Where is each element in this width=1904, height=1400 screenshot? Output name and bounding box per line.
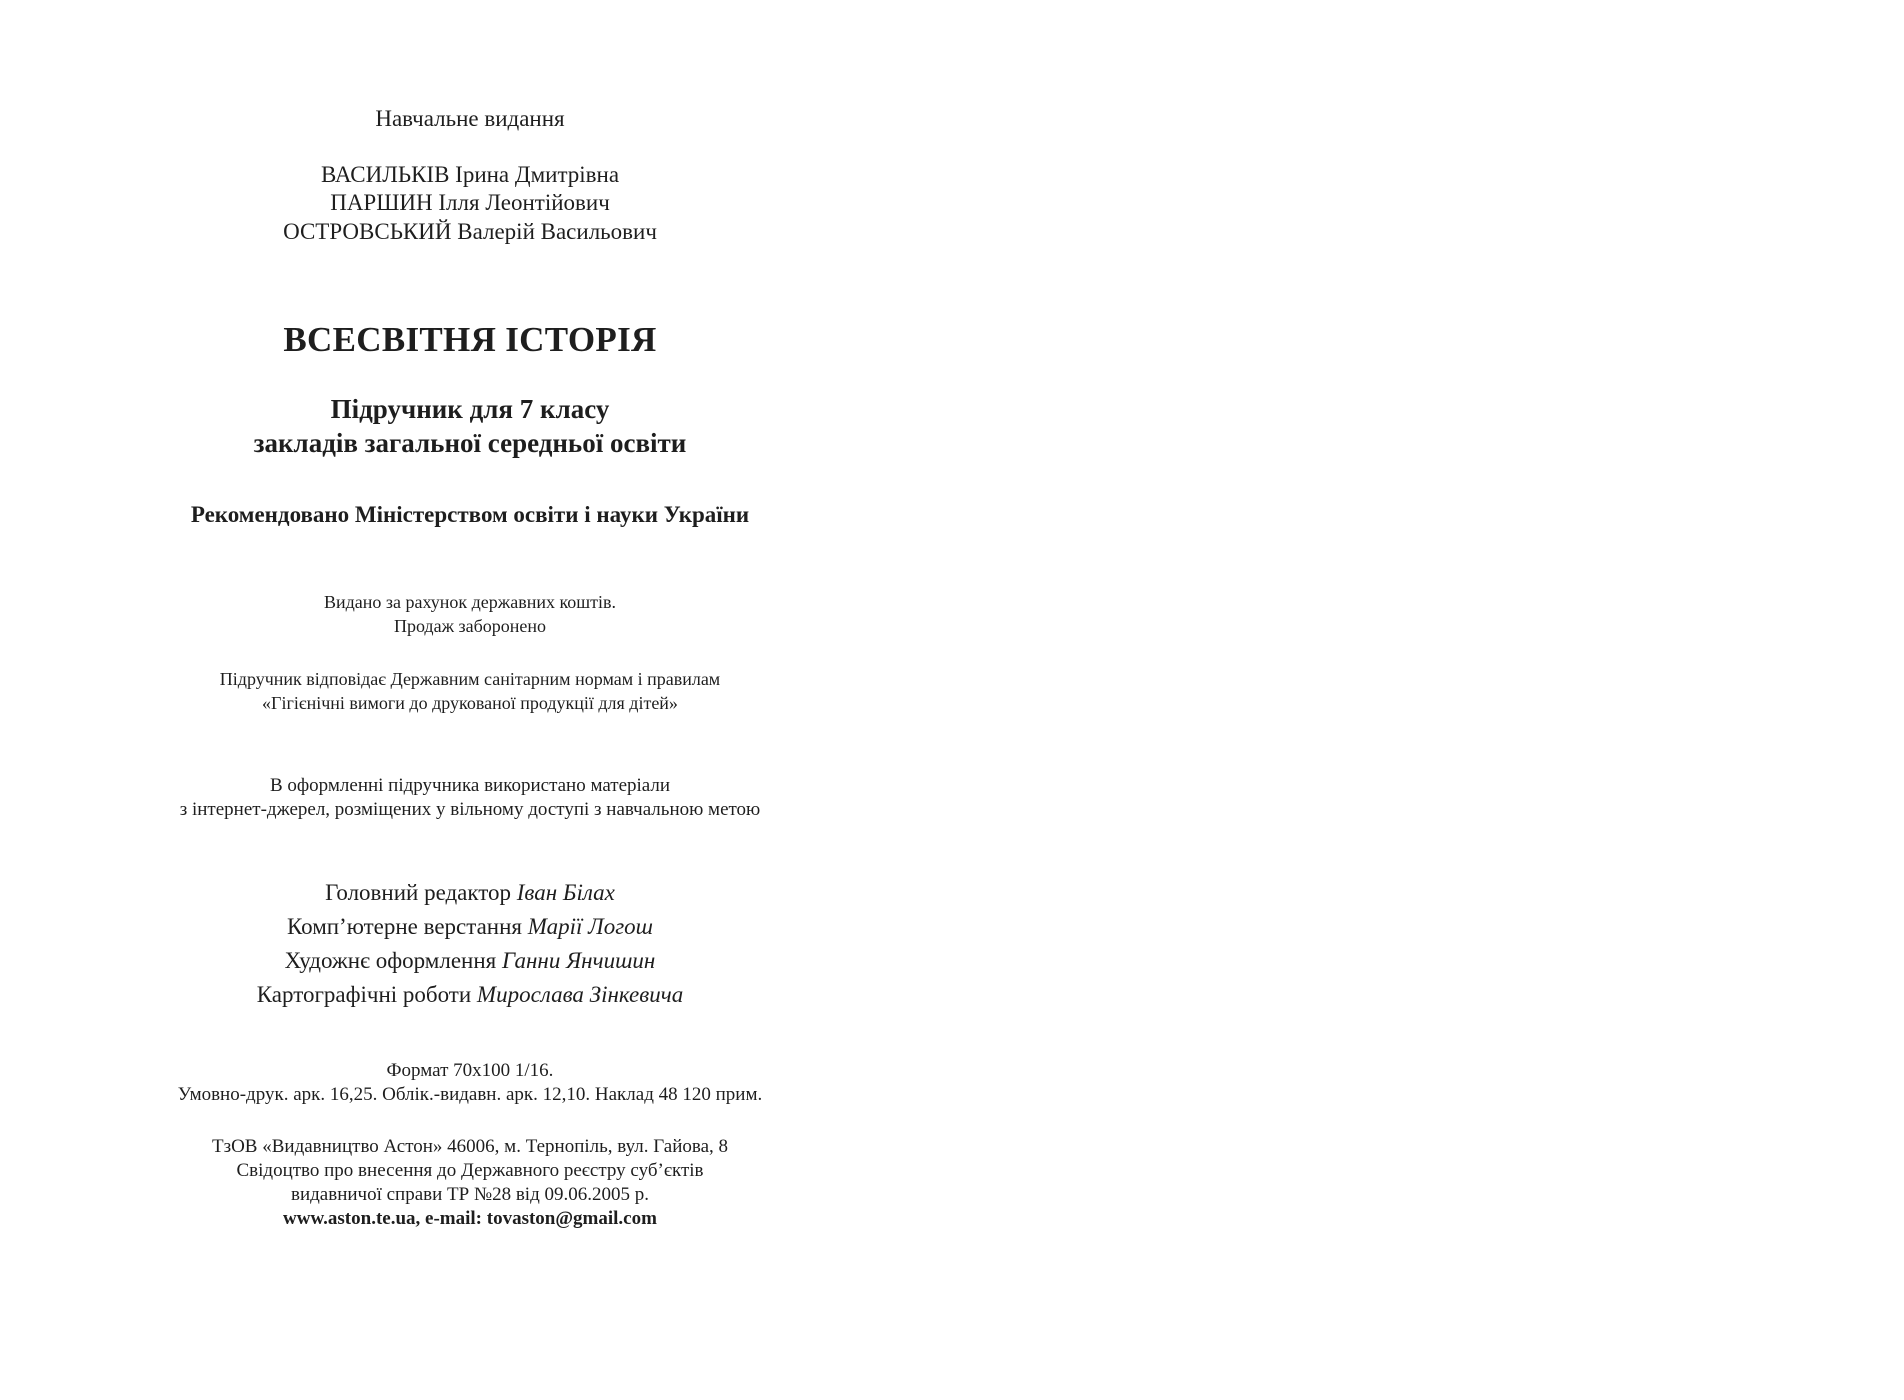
- materials-line-1: В оформленні підручника використано матеріали: [269, 775, 671, 796]
- funding-line-1: Видано за рахунок державних коштів.: [323, 592, 617, 612]
- print-sheets: Умовно-друк. арк. 16,25. Облік.-видавн. арк. 12,10. Наклад 48 120 прим.: [177, 1084, 763, 1105]
- funding-line-2: Продаж заборонено: [393, 616, 547, 636]
- credit-name: Марії Логош: [527, 914, 654, 939]
- author-1: ВАСИЛЬКІВ Ірина Дмитрівна: [320, 162, 620, 187]
- publisher-contacts: www.aston.te.ua, e-mail: tovaston@gmail.com: [283, 1208, 657, 1229]
- publisher-line-1: ТзОВ «Видавництво Астон» 46006, м. Тернопіль, вул. Гайова, 8: [211, 1136, 729, 1157]
- credit-design: [0, 949, 940, 972]
- sanitary-line-1: Підручник відповідає Державним санітарним нормам і правилам: [219, 669, 721, 689]
- publisher-line-2: Свідоцтво про внесення до Державного реєстру суб’єктів: [236, 1160, 704, 1181]
- book-title: ВСЕСВІТНЯ ІСТОРІЯ: [283, 320, 657, 359]
- subtitle-line-1: Підручник для 7 класу: [330, 394, 610, 424]
- subtitle-line-2: закладів загальної середньої освіти: [253, 428, 687, 458]
- materials-line-2: з інтернет-джерел, розміщених у вільному доступі з навчальною метою: [179, 799, 761, 820]
- print-format: Формат 70x100 1/16.: [386, 1060, 554, 1081]
- author-3: ОСТРОВСЬКИЙ Валерій Васильович: [283, 219, 657, 244]
- credit-role: Головний редактор: [325, 880, 512, 905]
- credit-role: Художнє оформлення: [284, 948, 497, 973]
- sanitary-line-2: «Гігієнічні вимоги до друкованої продукції для дітей»: [262, 693, 678, 713]
- recommendation: Рекомендовано Міністерством освіти і науки України: [190, 502, 750, 527]
- publisher-line-3: видавничої справи ТР №28 від 09.06.2005 р.: [290, 1184, 650, 1205]
- edition-type: Навчальне видання: [375, 106, 565, 131]
- credit-name: Іван Білах: [516, 880, 615, 905]
- credit-name: Ганни Янчишин: [501, 948, 656, 973]
- credit-cartography: [0, 983, 940, 1006]
- credit-role: Комп’ютерне верстання: [286, 914, 523, 939]
- credit-editor: [0, 881, 940, 904]
- credit-layout: [0, 915, 940, 938]
- credit-role: Картографічні роботи: [256, 982, 472, 1007]
- author-2: ПАРШИН Ілля Леонтійович: [330, 190, 610, 215]
- credit-name: Мирослава Зінкевича: [476, 982, 684, 1007]
